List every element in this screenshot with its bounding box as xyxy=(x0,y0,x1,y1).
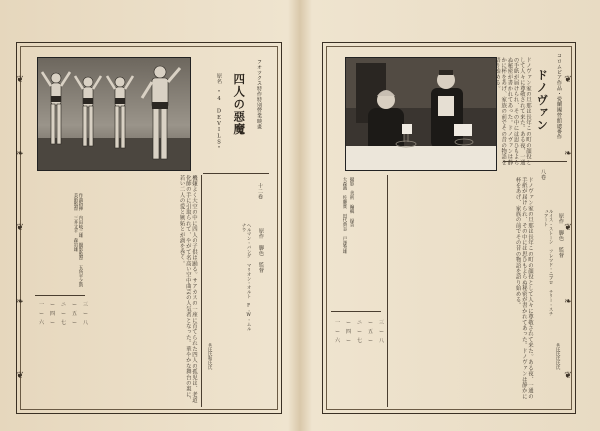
cast-cell: 五 xyxy=(72,311,78,317)
fleuron-icon: ❧ xyxy=(16,296,24,307)
fleuron-icon: ❧ xyxy=(16,148,24,159)
cast-cell: 七 xyxy=(61,320,67,326)
cast-cell: 一 xyxy=(335,320,341,326)
right-synopsis-intro xyxy=(493,57,531,167)
cast-cell: ー xyxy=(50,320,56,326)
performers-illustration xyxy=(38,58,190,170)
left-photo-four-performers xyxy=(37,57,191,171)
right-cast-divider xyxy=(331,311,381,312)
cast-cell: ー xyxy=(72,320,78,326)
cast-cell: 六 xyxy=(39,320,45,326)
fleuron-icon: ❦ xyxy=(564,74,572,85)
right-bottom-credit: 共氏氏氏氏氏 xyxy=(555,343,561,370)
left-column-divider xyxy=(201,175,202,407)
dinner-scene-illustration xyxy=(346,58,496,170)
right-ornament-column xyxy=(559,43,577,413)
cast-cell: ー xyxy=(346,320,352,326)
cast-cell: 三 xyxy=(379,320,385,326)
cast-cell: ー xyxy=(61,311,67,317)
fleuron-icon: ❦ xyxy=(16,74,24,85)
right-page xyxy=(322,42,576,414)
cast-cell: ー xyxy=(335,329,341,335)
right-reel-count: 八卷 xyxy=(539,169,546,180)
fleuron-icon: ❦ xyxy=(564,370,572,381)
cast-cell: ニ xyxy=(61,302,67,308)
cast-cell: ー xyxy=(368,320,374,326)
cast-cell: 一 xyxy=(39,302,45,308)
right-synopsis-text: ドノヴァン家の旦那は長年この町の顔役として人々に尊敬されて来た。ある夜、一通の手紙が届けられ、その中には思ひもよらぬ秘密が書かれてあった。ドノヴァンは静かに杯をあげ、家族の前でその昔の物語を語り始める。 xyxy=(493,57,531,166)
left-cast-table xyxy=(39,301,91,326)
cast-cell: ー xyxy=(72,302,78,308)
right-credits-head: 原作 脚色 監督 xyxy=(557,213,564,258)
right-cast-names: 大森誠 佐藤實 田代典志 戸澤秀雄 xyxy=(342,177,347,254)
left-reel-count: 十二卷 xyxy=(256,183,263,200)
cast-cell: ー xyxy=(379,329,385,335)
left-credits-head: 原作 脚色 監督 xyxy=(257,228,264,273)
fleuron-icon: ❦ xyxy=(564,222,572,233)
cast-cell: 六 xyxy=(335,338,341,344)
right-cast-head: 撮影 美術 編輯 録音 xyxy=(349,177,355,228)
left-credits-names: ヘルマン・バング マリオン・オルト F・W・ムルナウ xyxy=(241,223,252,331)
cast-cell: ー xyxy=(357,329,363,335)
fleuron-icon: ❦ xyxy=(16,370,24,381)
left-staff-divider xyxy=(35,295,85,296)
left-original-title: 原名 "4 DEVILS" xyxy=(215,73,222,152)
cast-cell: ニ xyxy=(357,320,363,326)
right-column-divider xyxy=(387,175,388,407)
cast-cell: ー xyxy=(83,311,89,317)
fleuron-icon: ❦ xyxy=(16,222,24,233)
left-studio-line: フオツクス特作特別營業映畫 xyxy=(255,59,262,130)
cast-cell: 三 xyxy=(83,302,89,308)
left-staff-list: 作曲指揮 内田岐三雄 撮影監督 五所平之助 美術監督 三井文平 森岩雄 xyxy=(72,193,83,288)
cast-cell: 八 xyxy=(83,320,89,326)
cast-cell: 八 xyxy=(379,338,385,344)
fleuron-icon: ❧ xyxy=(564,148,572,159)
cast-cell: ー xyxy=(39,311,45,317)
left-synopsis: 機嫌よく大空の中に四人の子供は踊る。サアカスの一座に育てられた四人の孤児は、老道化師の手に引取られて、やがて名高い空中曲芸の人気者となった。華やかな舞台の裏に、若い二人の愛と嫉妬とが渦を巻く。 xyxy=(178,175,197,403)
cast-cell: 七 xyxy=(357,338,363,344)
right-photo-two-men xyxy=(345,57,497,171)
left-page xyxy=(16,42,282,414)
left-bottom-credit: 共氏氏和氏氏 xyxy=(207,343,213,370)
fleuron-icon: ❧ xyxy=(564,296,572,307)
left-film-title: 四人の惡魔 xyxy=(232,73,247,136)
right-studio-line: コロムビア作品・愛蘭國營館總番作 xyxy=(555,53,562,140)
cast-cell: ー xyxy=(50,302,56,308)
right-film-title: ドノヴァン xyxy=(535,69,550,132)
cast-cell: ー xyxy=(346,338,352,344)
right-cast-table xyxy=(335,319,387,344)
cast-cell: 四 xyxy=(346,329,352,335)
left-ornament-column xyxy=(11,43,29,413)
right-credits-names: ルイス・ストーン フレツド・ニブロ テリー・スチュアート xyxy=(543,209,554,316)
cast-cell: ー xyxy=(368,338,374,344)
cast-cell: 五 xyxy=(368,329,374,335)
cast-cell: 四 xyxy=(50,311,56,317)
right-synopsis-body: ドノヴァン家の旦那は長年この町の顔役として人々に尊敬されて来た。ある夜、一通の手紙が届けられ、その中には思ひもよらぬ秘密が書かれてあった。ドノヴァンは静かに杯をあげ、家族の前でその昔の物語を語り始める。 xyxy=(514,177,533,400)
left-title-divider xyxy=(203,173,269,174)
